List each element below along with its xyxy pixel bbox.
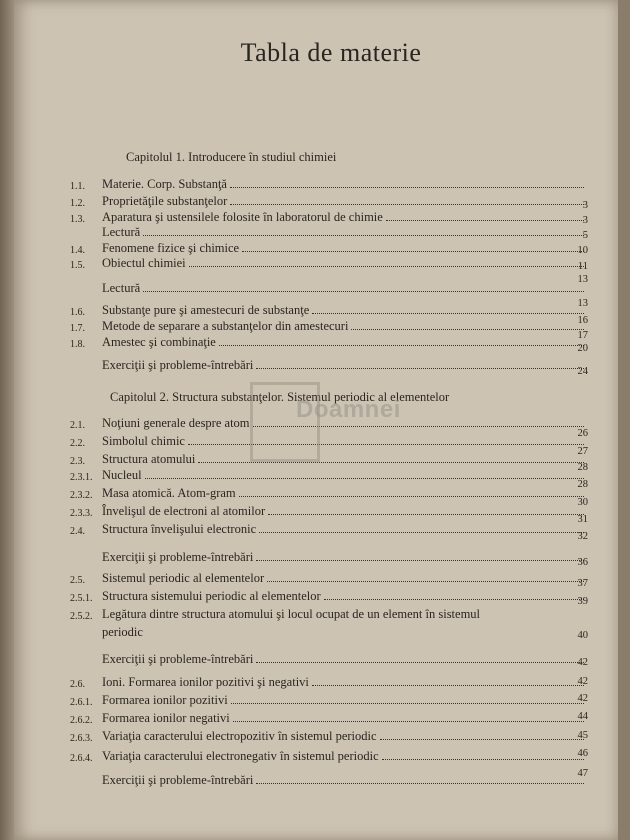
book-spine-shadow xyxy=(0,0,14,840)
page-number: 42 xyxy=(577,693,588,704)
page-number: 13 xyxy=(577,298,588,309)
page-number: 10 xyxy=(577,245,588,256)
page-number: 26 xyxy=(577,428,588,439)
page-number: 28 xyxy=(577,479,588,490)
entry-number: 1.8. xyxy=(70,339,85,350)
toc-entry xyxy=(70,692,588,708)
toc-entry xyxy=(70,503,588,519)
page-number: 42 xyxy=(577,657,588,668)
page-number: 16 xyxy=(577,315,588,326)
toc-entry xyxy=(70,255,588,271)
toc-entry xyxy=(70,240,588,256)
entry-label: Simbolul chimic xyxy=(102,434,185,448)
entry-number: 2.5. xyxy=(70,575,85,586)
page-number: 28 xyxy=(577,462,588,473)
entry-label: Exerciţii şi probleme-întrebări xyxy=(102,358,254,372)
entry-number: 2.5.2. xyxy=(70,611,93,622)
dot-leader xyxy=(188,444,584,445)
toc-entry xyxy=(70,280,588,296)
page-number: 40 xyxy=(577,630,588,641)
dot-leader xyxy=(312,313,584,314)
page-number: 44 xyxy=(577,711,588,722)
entry-number: 2.6.3. xyxy=(70,733,93,744)
toc-entry xyxy=(70,357,588,373)
entry-label: Structura învelişului electronic xyxy=(102,522,257,536)
entry-label: Noţiuni generale despre atom xyxy=(102,416,250,430)
page-number: 31 xyxy=(577,514,588,525)
entry-label: Masa atomică. Atom-gram xyxy=(102,486,236,500)
dot-leader xyxy=(256,662,584,663)
dot-leader xyxy=(198,462,584,463)
dot-leader xyxy=(382,759,584,760)
entry-label: Nucleul xyxy=(102,468,142,482)
page-number: 39 xyxy=(577,596,588,607)
entry-number: 1.3. xyxy=(70,214,85,225)
toc-entry xyxy=(70,334,588,350)
entry-number: 2.2. xyxy=(70,438,85,449)
entry-label: Structura atomului xyxy=(102,452,196,466)
page-number: 5 xyxy=(582,230,588,241)
dot-leader xyxy=(239,496,584,497)
dot-leader xyxy=(351,329,584,330)
page-number: 3 xyxy=(582,200,588,211)
entry-label: Substanţe pure şi amestecuri de substanţe xyxy=(102,303,310,317)
toc-entry xyxy=(70,651,588,667)
page-number: 24 xyxy=(577,366,588,377)
dot-leader xyxy=(256,560,584,561)
toc-entry xyxy=(70,710,588,726)
entry-label: Formarea ionilor pozitivi xyxy=(102,693,228,707)
dot-leader xyxy=(219,345,584,346)
toc-entry xyxy=(70,588,588,604)
entry-number: 1.7. xyxy=(70,323,85,334)
entry-number: 2.1. xyxy=(70,420,85,431)
toc-entry xyxy=(70,772,588,788)
entry-number: 2.4. xyxy=(70,526,85,537)
dot-leader xyxy=(242,251,584,252)
page-number: 47 xyxy=(577,768,588,779)
dot-leader xyxy=(256,783,584,784)
entry-label: Structura sistemului periodic al elementelor xyxy=(102,589,321,603)
dot-leader xyxy=(312,685,584,686)
entry-number: 2.3.1. xyxy=(70,472,93,483)
dot-leader xyxy=(145,478,584,479)
dot-leader xyxy=(230,187,584,188)
entry-label: Proprietăţile substanţelor xyxy=(102,194,228,208)
toc-entry xyxy=(70,521,588,537)
toc-entry xyxy=(70,748,588,764)
page-number: 30 xyxy=(577,497,588,508)
book-page xyxy=(14,0,618,840)
dot-leader xyxy=(324,599,584,600)
entry-label: Variaţia caracterului electropozitiv în sistemul periodic xyxy=(102,729,377,743)
toc-entry xyxy=(70,302,588,318)
entry-number: 1.6. xyxy=(70,307,85,318)
entry-number: 1.1. xyxy=(70,181,85,192)
entry-label: Lectură xyxy=(102,281,141,295)
entry-number: 2.6.1. xyxy=(70,697,93,708)
chapter-heading: Capitolul 1. Introducere în studiul chimiei xyxy=(126,150,337,164)
dot-leader xyxy=(230,204,584,205)
toc-entry xyxy=(70,433,588,449)
entry-label: Metode de separare a substanţelor din amestecuri xyxy=(102,319,349,333)
dot-leader xyxy=(380,739,584,740)
entry-label: Exerciţii şi probleme-întrebări xyxy=(102,773,254,787)
entry-label: Aparatura şi ustensilele folosite în laboratorul de chimie xyxy=(102,210,383,224)
page-number: 42 xyxy=(577,676,588,687)
entry-number: 1.2. xyxy=(70,198,85,209)
page-number: 11 xyxy=(577,261,588,272)
entry-label: Obiectul chimiei xyxy=(102,256,186,270)
dot-leader xyxy=(256,368,584,369)
page-number: 17 xyxy=(577,330,588,341)
toc-entry xyxy=(70,485,588,501)
entry-number: 2.6.2. xyxy=(70,715,93,726)
page-number: 20 xyxy=(577,343,588,354)
page-number: 13 xyxy=(577,274,588,285)
entry-label: Exerciţii şi probleme-întrebări xyxy=(102,652,254,666)
entry-number: 2.3.2. xyxy=(70,490,93,501)
entry-label: Formarea ionilor negativi xyxy=(102,711,230,725)
page-number: 27 xyxy=(577,446,588,457)
page-number: 36 xyxy=(577,557,588,568)
page-title: Tabla de materie xyxy=(240,38,422,67)
dot-leader xyxy=(143,291,584,292)
page-number: 37 xyxy=(577,578,588,589)
page-number: 45 xyxy=(577,730,588,741)
dot-leader xyxy=(143,235,584,236)
toc-entry xyxy=(70,451,588,467)
entry-label: Lectură xyxy=(102,225,141,239)
toc-entry xyxy=(70,318,588,334)
entry-number: 1.4. xyxy=(70,245,85,256)
page-number: 3 xyxy=(582,215,588,226)
toc-entry xyxy=(70,728,588,744)
toc-entry xyxy=(70,193,588,209)
toc-entry xyxy=(70,224,588,240)
entry-number: 2.3.3. xyxy=(70,508,93,519)
dot-leader xyxy=(233,721,584,722)
entry-label: Învelişul de electroni al atomilor xyxy=(102,504,266,518)
entry-number: 2.6.4. xyxy=(70,753,93,764)
entry-number: 2.6. xyxy=(70,679,85,690)
toc-entry xyxy=(70,209,588,225)
page-number: 46 xyxy=(577,748,588,759)
dot-leader xyxy=(267,581,584,582)
toc-entry xyxy=(70,467,588,483)
page-number: 32 xyxy=(577,531,588,542)
entry-number: 1.5. xyxy=(70,260,85,271)
toc-entry xyxy=(70,549,588,565)
toc-entry xyxy=(70,606,588,622)
toc-entry xyxy=(70,570,588,586)
entry-label: Legătura dintre structura atomului şi locul ocupat de un element în sistemul xyxy=(102,607,481,621)
entry-label: periodic xyxy=(102,625,143,639)
watermark-text: Doamnei xyxy=(296,396,401,423)
entry-label: Materie. Corp. Substanţă xyxy=(102,177,227,191)
entry-label: Exerciţii şi probleme-întrebări xyxy=(102,550,254,564)
entry-label: Amestec şi combinaţie xyxy=(102,335,216,349)
entry-label: Sistemul periodic al elementelor xyxy=(102,571,265,585)
dot-leader xyxy=(259,532,584,533)
toc-entry xyxy=(70,674,588,690)
entry-label: Fenomene fizice şi chimice xyxy=(102,241,240,255)
dot-leader xyxy=(386,220,584,221)
toc-entry xyxy=(70,176,588,192)
entry-number: 2.3. xyxy=(70,456,85,467)
toc-entry xyxy=(70,624,588,640)
dot-leader xyxy=(231,703,584,704)
entry-label: Variaţia caracterului electronegativ în sistemul periodic xyxy=(102,749,379,763)
entry-number: 2.5.1. xyxy=(70,593,93,604)
entry-label: Ioni. Formarea ionilor pozitivi şi negativi xyxy=(102,675,309,689)
chapter-heading: Capitolul 2. Structura substanţelor. Sistemul periodic al elementelor xyxy=(110,390,450,404)
dot-leader xyxy=(268,514,584,515)
dot-leader xyxy=(189,266,584,267)
